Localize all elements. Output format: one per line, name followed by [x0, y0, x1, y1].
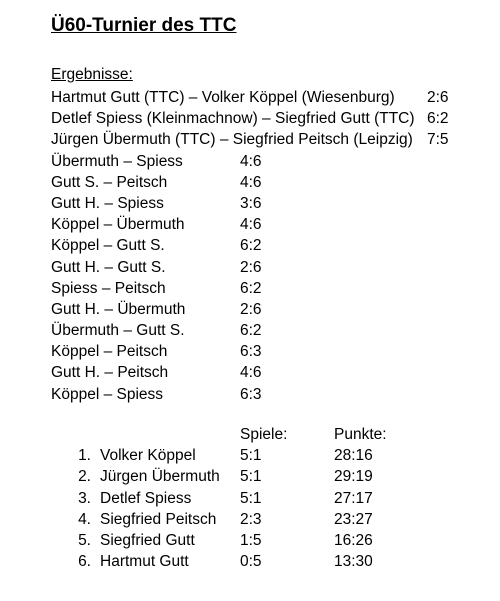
match-pairing: Köppel – Peitsch [51, 343, 168, 361]
standing-player: Jürgen Übermuth [100, 468, 220, 486]
match-score: 2:6 [427, 89, 449, 106]
match-pairing: Gutt H. – Gutt S. [51, 258, 166, 276]
standing-games: 5:1 [240, 468, 262, 486]
document-title: Ü60-Turnier des TTC [51, 15, 237, 36]
match-score: 4:6 [240, 173, 262, 191]
standing-points: 27:17 [334, 489, 373, 507]
standing-player: Siegfried Peitsch [100, 510, 217, 528]
standing-games: 1:5 [240, 531, 262, 549]
match-score: 7:5 [427, 131, 449, 149]
match-score: 4:6 [240, 216, 262, 234]
match-score: 6:2 [240, 279, 262, 297]
standing-player: Hartmut Gutt [100, 553, 189, 571]
match-score: 6:2 [240, 322, 262, 340]
standing-games: 5:1 [240, 489, 262, 507]
standing-rank: 5. [78, 531, 91, 549]
standing-points: 13:30 [334, 553, 373, 571]
standing-games: 2:3 [240, 510, 262, 528]
match-pairing: Jürgen Übermuth (TTC) – Siegfried Peitsch (Leipzig) [51, 131, 413, 149]
standing-points: 16:26 [334, 531, 373, 549]
standing-rank: 1. [78, 447, 91, 465]
match-pairing: Gutt H. – Spiess [51, 194, 164, 212]
standing-rank: 4. [78, 510, 91, 528]
match-pairing: Übermuth – Gutt S. [51, 322, 185, 340]
standing-player: Detlef Spiess [100, 489, 192, 507]
match-pairing: Übermuth – Spiess [51, 152, 183, 170]
match-score: 4:6 [240, 364, 262, 382]
match-score: 6:2 [240, 237, 262, 255]
standing-rank: 3. [78, 489, 91, 507]
standing-player: Volker Köppel [100, 447, 196, 465]
standing-points: 23:27 [334, 510, 373, 528]
standing-points: 28:16 [334, 447, 373, 465]
match-pairing: Hartmut Gutt (TTC) – Volker Köppel (Wiesenburg) [51, 89, 395, 106]
match-pairing: Gutt H. – Peitsch [51, 364, 169, 382]
standing-games: 5:1 [240, 447, 262, 465]
match-pairing: Gutt S. – Peitsch [51, 173, 168, 191]
match-pairing: Köppel – Spiess [51, 385, 164, 403]
standing-player: Siegfried Gutt [100, 531, 195, 549]
match-score: 6:2 [427, 110, 449, 128]
games-header: Spiele: [240, 426, 288, 443]
match-pairing: Detlef Spiess (Kleinmachnow) – Siegfried Gutt (TTC) [51, 110, 415, 128]
match-pairing: Spiess – Peitsch [51, 279, 166, 297]
match-score: 2:6 [240, 258, 262, 276]
points-header: Punkte: [334, 426, 387, 443]
standing-points: 29:19 [334, 468, 373, 486]
match-pairing: Köppel – Gutt S. [51, 237, 165, 255]
standing-rank: 2. [78, 468, 91, 486]
match-score: 2:6 [240, 300, 262, 318]
results-label: Ergebnisse: [51, 66, 133, 83]
match-score: 3:6 [240, 194, 262, 212]
standing-games: 0:5 [240, 553, 262, 571]
match-score: 4:6 [240, 152, 262, 170]
match-score: 6:3 [240, 385, 262, 403]
match-score: 6:3 [240, 343, 262, 361]
match-pairing: Köppel – Übermuth [51, 216, 185, 234]
match-pairing: Gutt H. – Übermuth [51, 300, 186, 318]
standing-rank: 6. [78, 553, 91, 571]
